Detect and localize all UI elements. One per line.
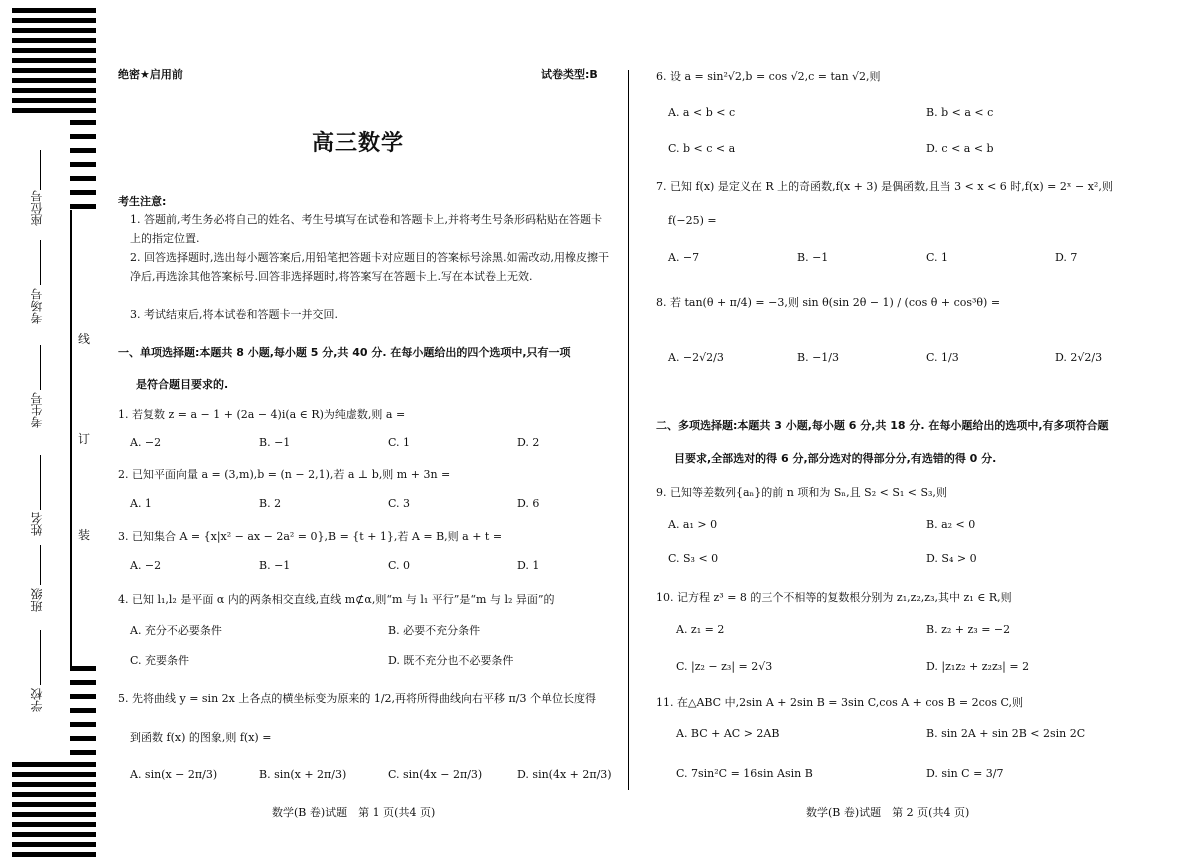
q1-option-a: A. −2 [130,436,162,449]
exam-number-label: 考生号 [30,392,44,428]
q8-option-b: B. −1/3 [797,351,839,364]
room-label: 考场号 [30,288,44,324]
q1-option-c: C. 1 [388,436,411,449]
barcode-strip-top [12,8,96,120]
binding-line [70,210,72,670]
q3-option-b: B. −1 [259,559,291,572]
q5-option-c: C. sin(4x − 2π/3) [388,768,483,781]
section1-heading: 一、单项选择题:本题共 8 小题,每小题 5 分,共 40 分. 在每小题给出的四个选项中,只有一项 [118,346,571,359]
q4-option-c: C. 充要条件 [130,654,190,667]
q5-option-b: B. sin(x + 2π/3) [259,768,347,781]
q6-option-d: D. c < a < b [926,142,994,155]
q9-option-d: D. S₄ > 0 [926,552,977,565]
school-label: 学校 [30,688,44,712]
q8-stem: 8. 若 tan(θ + π/4) = −3,则 sin θ(sin 2θ − 1) / (cos θ + cos³θ) = [656,296,1001,309]
q4-option-a: A. 充分不必要条件 [130,624,222,637]
q2-option-d: D. 6 [517,497,540,510]
q6-option-b: B. b < a < c [926,106,994,119]
q3-stem: 3. 已知集合 A = {x|x² − ax − 2a² = 0},B = {t + 1},若 A = B,则 a + t = [118,530,503,543]
q9-option-c: C. S₃ < 0 [668,552,719,565]
q2-option-b: B. 2 [259,497,282,510]
q4-stem: 4. 已知 l₁,l₂ 是平面 α 内的两条相交直线,直线 m⊄α,则“m 与 l₁ 平行”是“m 与 l₂ 异面”的 [118,593,555,606]
q8-option-a: A. −2√2/3 [668,351,724,364]
q1-stem: 1. 若复数 z = a − 1 + (2a − 4)i(a ∈ R)为纯虚数,则 a = [118,408,406,421]
q2-option-a: A. 1 [130,497,152,510]
section2-heading-cont: 目要求,全部选对的得 6 分,部分选对的得部分分,有选错的得 0 分. [674,452,997,465]
notes-item-2: 2. 回答选择题时,选出每小题答案后,用铅笔把答题卡对应题目的答案标号涂黑.如需改动,用橡皮擦干净后,再选涂其他答案标号.回答非选择题时,将答案写在答题卡上.写在本试卷上无效. [130,251,609,283]
cut-mark-ding: 订 [78,432,91,446]
column-divider [628,70,629,790]
q10-option-b: B. z₂ + z₃ = −2 [926,623,1011,636]
q8-option-d: D. 2√2/3 [1055,351,1103,364]
q3-option-a: A. −2 [130,559,162,572]
q5-option-d: D. sin(4x + 2π/3) [517,768,612,781]
q7-option-a: A. −7 [668,251,700,264]
seat-label: 座位号 [30,190,44,226]
q3-option-d: D. 1 [517,559,540,572]
q3-option-c: C. 0 [388,559,411,572]
q6-stem: 6. 设 a = sin²√2,b = cos √2,c = tan √2,则 [656,70,881,83]
q6-option-c: C. b < c < a [668,142,736,155]
secret-mark: 绝密★启用前 [118,68,183,81]
q1-option-b: B. −1 [259,436,291,449]
class-label: 班级 [30,588,44,612]
name-label: 姓名 [30,512,44,536]
footer-right: 数学(B 卷)试题 第 2 页(共4 页) [806,806,970,819]
q5-stem: 5. 先将曲线 y = sin 2x 上各点的横坐标变为原来的 1/2,再将所得曲线向右平移 π/3 个单位长度得 [118,692,596,705]
q1-option-d: D. 2 [517,436,540,449]
q6-option-a: A. a < b < c [668,106,736,119]
barcode-strip-bottom [12,762,96,862]
cut-mark-xian: 线 [78,332,91,346]
notes-heading: 考生注意: [118,195,167,208]
q11-option-b: B. sin 2A + sin 2B < 2sin 2C [926,727,1086,740]
q10-option-d: D. |z₁z₂ + z₂z₃| = 2 [926,660,1030,673]
section1-heading-cont: 是符合题目要求的. [136,378,229,391]
q5-stem-cont: 到函数 f(x) 的图象,则 f(x) = [130,731,272,744]
q4-option-d: D. 既不充分也不必要条件 [388,654,514,667]
q11-option-c: C. 7sin²C = 16sin Asin B [676,767,813,780]
notes-item-3: 3. 考试结束后,将本试卷和答题卡一并交回. [130,308,338,321]
notes-item-1: 1. 答题前,考生务必将自己的姓名、考生号填写在试卷和答题卡上,并将考生号条形码粘贴在答题卡上的指定位置. [130,213,602,245]
q7-stem-cont: f(−25) = [668,214,717,227]
q7-option-d: D. 7 [1055,251,1078,264]
q9-stem: 9. 已知等差数列{aₙ}的前 n 项和为 Sₙ,且 S₂ < S₁ < S₃,则 [656,486,947,499]
q9-option-a: A. a₁ > 0 [668,518,718,531]
q2-option-c: C. 3 [388,497,411,510]
q10-option-c: C. |z₂ − z₃| = 2√3 [676,660,773,673]
q11-option-d: D. sin C = 3/7 [926,767,1004,780]
q10-option-a: A. z₁ = 2 [676,623,725,636]
q5-option-a: A. sin(x − 2π/3) [130,768,218,781]
q11-option-a: A. BC + AC > 2AB [676,727,780,740]
footer-left: 数学(B 卷)试题 第 1 页(共4 页) [272,806,436,819]
q4-option-b: B. 必要不充分条件 [388,624,481,637]
q11-stem: 11. 在△ABC 中,2sin A + 2sin B = 3sin C,cos A + cos B = 2cos C,则 [656,696,1024,709]
q7-option-b: B. −1 [797,251,829,264]
paper-type: 试卷类型:B [541,68,598,81]
page-title: 高三数学 [312,131,405,156]
q10-stem: 10. 记方程 z³ = 8 的三个不相等的复数根分别为 z₁,z₂,z₃,其中 z₁ ∈ R,则 [656,591,1012,604]
section2-heading: 二、多项选择题:本题共 3 小题,每小题 6 分,共 18 分. 在每小题给出的选项中,有多项符合题 [656,419,1109,432]
q8-option-c: C. 1/3 [926,351,959,364]
cut-mark-zhuang: 装 [78,528,91,542]
q2-stem: 2. 已知平面向量 a = (3,m),b = (n − 2,1),若 a ⊥ b,则 m + 3n = [118,468,451,481]
q9-option-b: B. a₂ < 0 [926,518,976,531]
q7-option-c: C. 1 [926,251,949,264]
q7-stem: 7. 已知 f(x) 是定义在 R 上的奇函数,f(x + 3) 是偶函数,且当 3 < x < 6 时,f(x) = 2ˣ − x²,则 [656,180,1113,193]
